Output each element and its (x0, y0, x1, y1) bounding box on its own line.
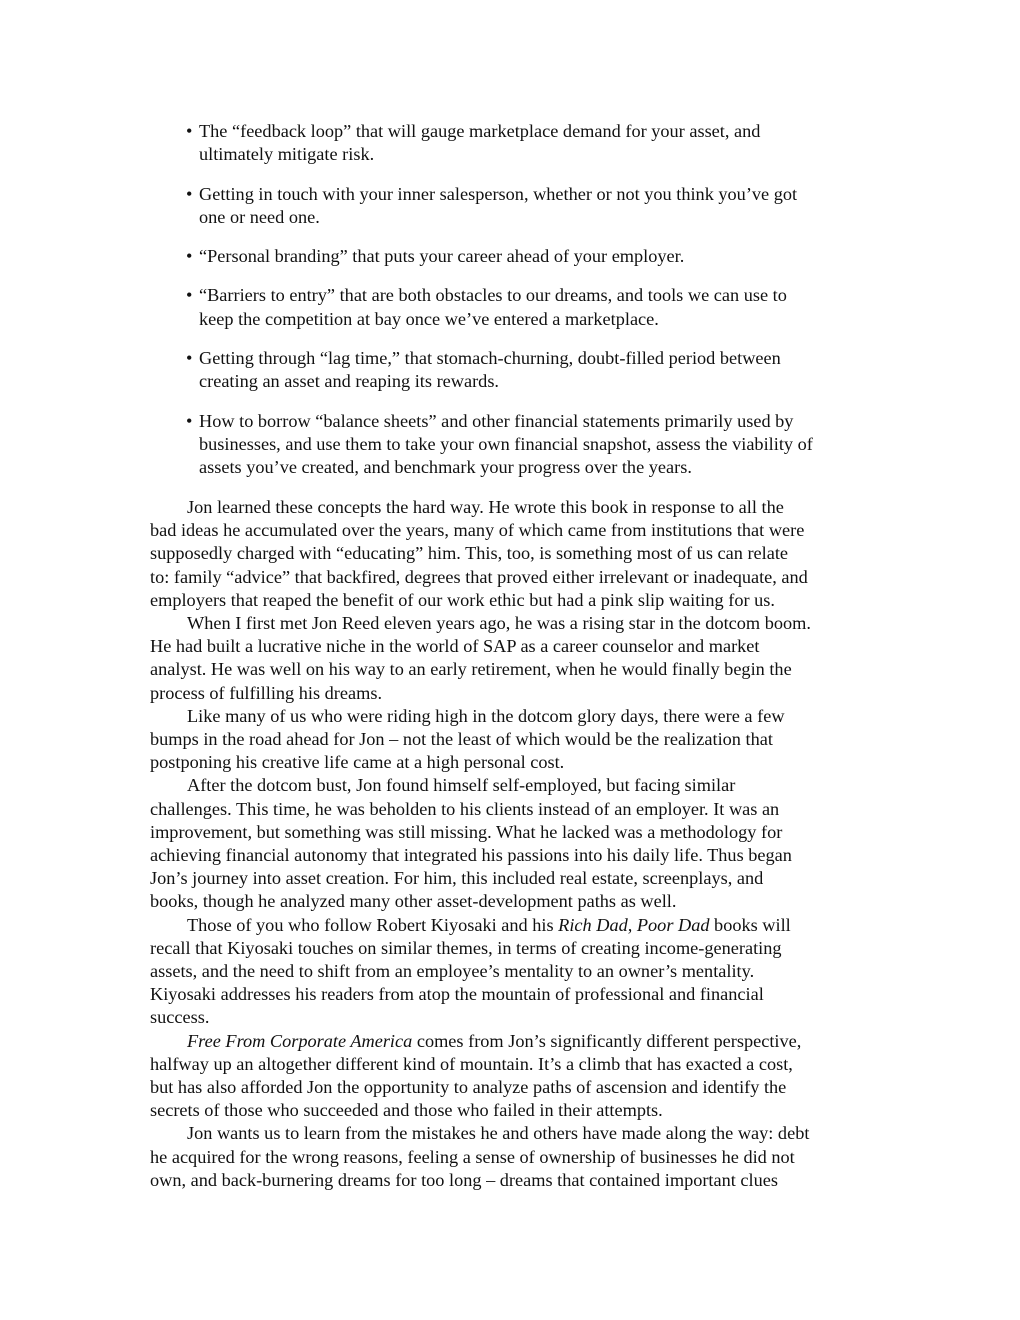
paragraph (150, 914, 884, 1030)
text-line: challenges. This time, he was beholden to his clients instead of an employer. It was an (150, 798, 780, 819)
paragraph (150, 774, 884, 913)
text-line: Jon’s journey into asset creation. For him, this included real estate, screenplays, and (150, 868, 764, 889)
bullet-text-line: businesses, and use them to take your own financial snapshot, assess the viability of (199, 433, 813, 454)
bullet-item (186, 120, 886, 167)
bullet-symbol: • (186, 285, 193, 306)
text-line: achieving financial autonomy that integrated his passions into his daily life. Thus began (150, 845, 792, 866)
paragraph (150, 496, 884, 612)
text-line: supposedly charged with “educating” him. This, too, is something most of us can relate (150, 543, 789, 564)
bullet-text-line: assets you’ve created, and benchmark your progress over the years. (199, 457, 692, 478)
paragraph (150, 612, 884, 705)
text-line: Jon learned these concepts the hard way. He wrote this book in response to all the (187, 497, 784, 517)
bullet-item (186, 245, 886, 268)
bullet-item (186, 347, 886, 394)
bullet-text-line: ultimately mitigate risk. (199, 144, 375, 165)
text-line: assets, and the need to shift from an employee’s mentality to an owner’s mentality. (150, 961, 755, 982)
text-line: but has also afforded Jon the opportunity to analyze paths of ascension and identify the (150, 1077, 787, 1098)
bullet-text-line: one or need one. (199, 206, 320, 227)
text-line: to: family “advice” that backfired, degrees that proved either irrelevant or inadequate, and (150, 566, 808, 587)
text-line: books will (709, 914, 791, 935)
text-line: postponing his creative life came at a high personal cost. (150, 752, 565, 773)
text-line: success. (150, 1007, 210, 1028)
bullet-text-line: Getting through “lag time,” that stomach-churning, doubt-filled period between (199, 348, 781, 369)
text-line: recall that Kiyosaki touches on similar themes, in terms of creating income-generating (150, 937, 782, 958)
text-line: After the dotcom bust, Jon found himself self-employed, but facing similar (187, 775, 736, 796)
paragraph (150, 705, 884, 775)
body-text (150, 496, 884, 1192)
paragraph (150, 1030, 884, 1123)
bullet-text-line: creating an asset and reaping its rewards. (199, 371, 499, 392)
bullet-item (186, 410, 886, 480)
text-line: secrets of those who succeeded and those who failed in their attempts. (150, 1100, 663, 1121)
bullet-text-line: “Barriers to entry” that are both obstacles to our dreams, and tools we can use to (199, 285, 787, 306)
text-line: halfway up an altogether different kind of mountain. It’s a climb that has exacted a cost, (150, 1053, 793, 1074)
bullet-text-line: The “feedback loop” that will gauge marketplace demand for your asset, and (199, 121, 761, 141)
text-line: comes from Jon’s significantly different perspective, (412, 1030, 802, 1051)
text-line: Jon wants us to learn from the mistakes he and others have made along the way: debt (187, 1123, 810, 1144)
bullet-text-line: “Personal branding” that puts your career ahead of your employer. (199, 246, 685, 267)
text-line: process of fulfilling his dreams. (150, 682, 383, 703)
text-line: He had built a lucrative niche in the world of SAP as a career counselor and market (150, 636, 760, 657)
text-line: bumps in the road ahead for Jon – not the least of which would be the realization that (150, 729, 773, 750)
bullet-text-line: How to borrow “balance sheets” and other financial statements primarily used by (199, 410, 794, 431)
book-title: Rich Dad, Poor Dad (558, 914, 710, 935)
text-line: Kiyosaki addresses his readers from atop the mountain of professional and financial (150, 984, 764, 1005)
text-line: Like many of us who were riding high in the dotcom glory days, there were a few (187, 705, 785, 726)
text-line: own, and back-burnering dreams for too long – dreams that contained important clues (150, 1169, 778, 1190)
bullet-symbol: • (186, 348, 193, 369)
text-line: improvement, but something was still missing. What he lacked was a methodology for (150, 821, 783, 842)
bullet-symbol: • (186, 121, 193, 141)
bullet-item (186, 284, 886, 331)
text-line: When I first met Jon Reed eleven years ago, he was a rising star in the dotcom boom. (187, 613, 811, 634)
text-line: he acquired for the wrong reasons, feeling a sense of ownership of businesses he did not (150, 1146, 795, 1167)
bullet-list (186, 120, 886, 496)
bullet-text-line: keep the competition at bay once we’ve entered a marketplace. (199, 308, 659, 329)
bullet-symbol: • (186, 410, 193, 431)
text-line: books, though he analyzed many other asset-development paths as well. (150, 891, 677, 912)
bullet-symbol: • (186, 183, 193, 204)
bullet-symbol: • (186, 246, 193, 267)
book-title: Free From Corporate America (187, 1030, 413, 1051)
text-line: bad ideas he accumulated over the years, many of which came from institutions that were (150, 520, 805, 541)
bullet-text-line: Getting in touch with your inner salesperson, whether or not you think you’ve got (199, 183, 798, 204)
bullet-item (186, 183, 886, 230)
text-line: employers that reaped the benefit of our work ethic but had a pink slip waiting for us. (150, 589, 775, 610)
text-line: Those of you who follow Robert Kiyosaki and his (187, 914, 559, 935)
text-line: analyst. He was well on his way to an early retirement, when he would finally begin the (150, 659, 792, 680)
paragraph (150, 1122, 884, 1192)
